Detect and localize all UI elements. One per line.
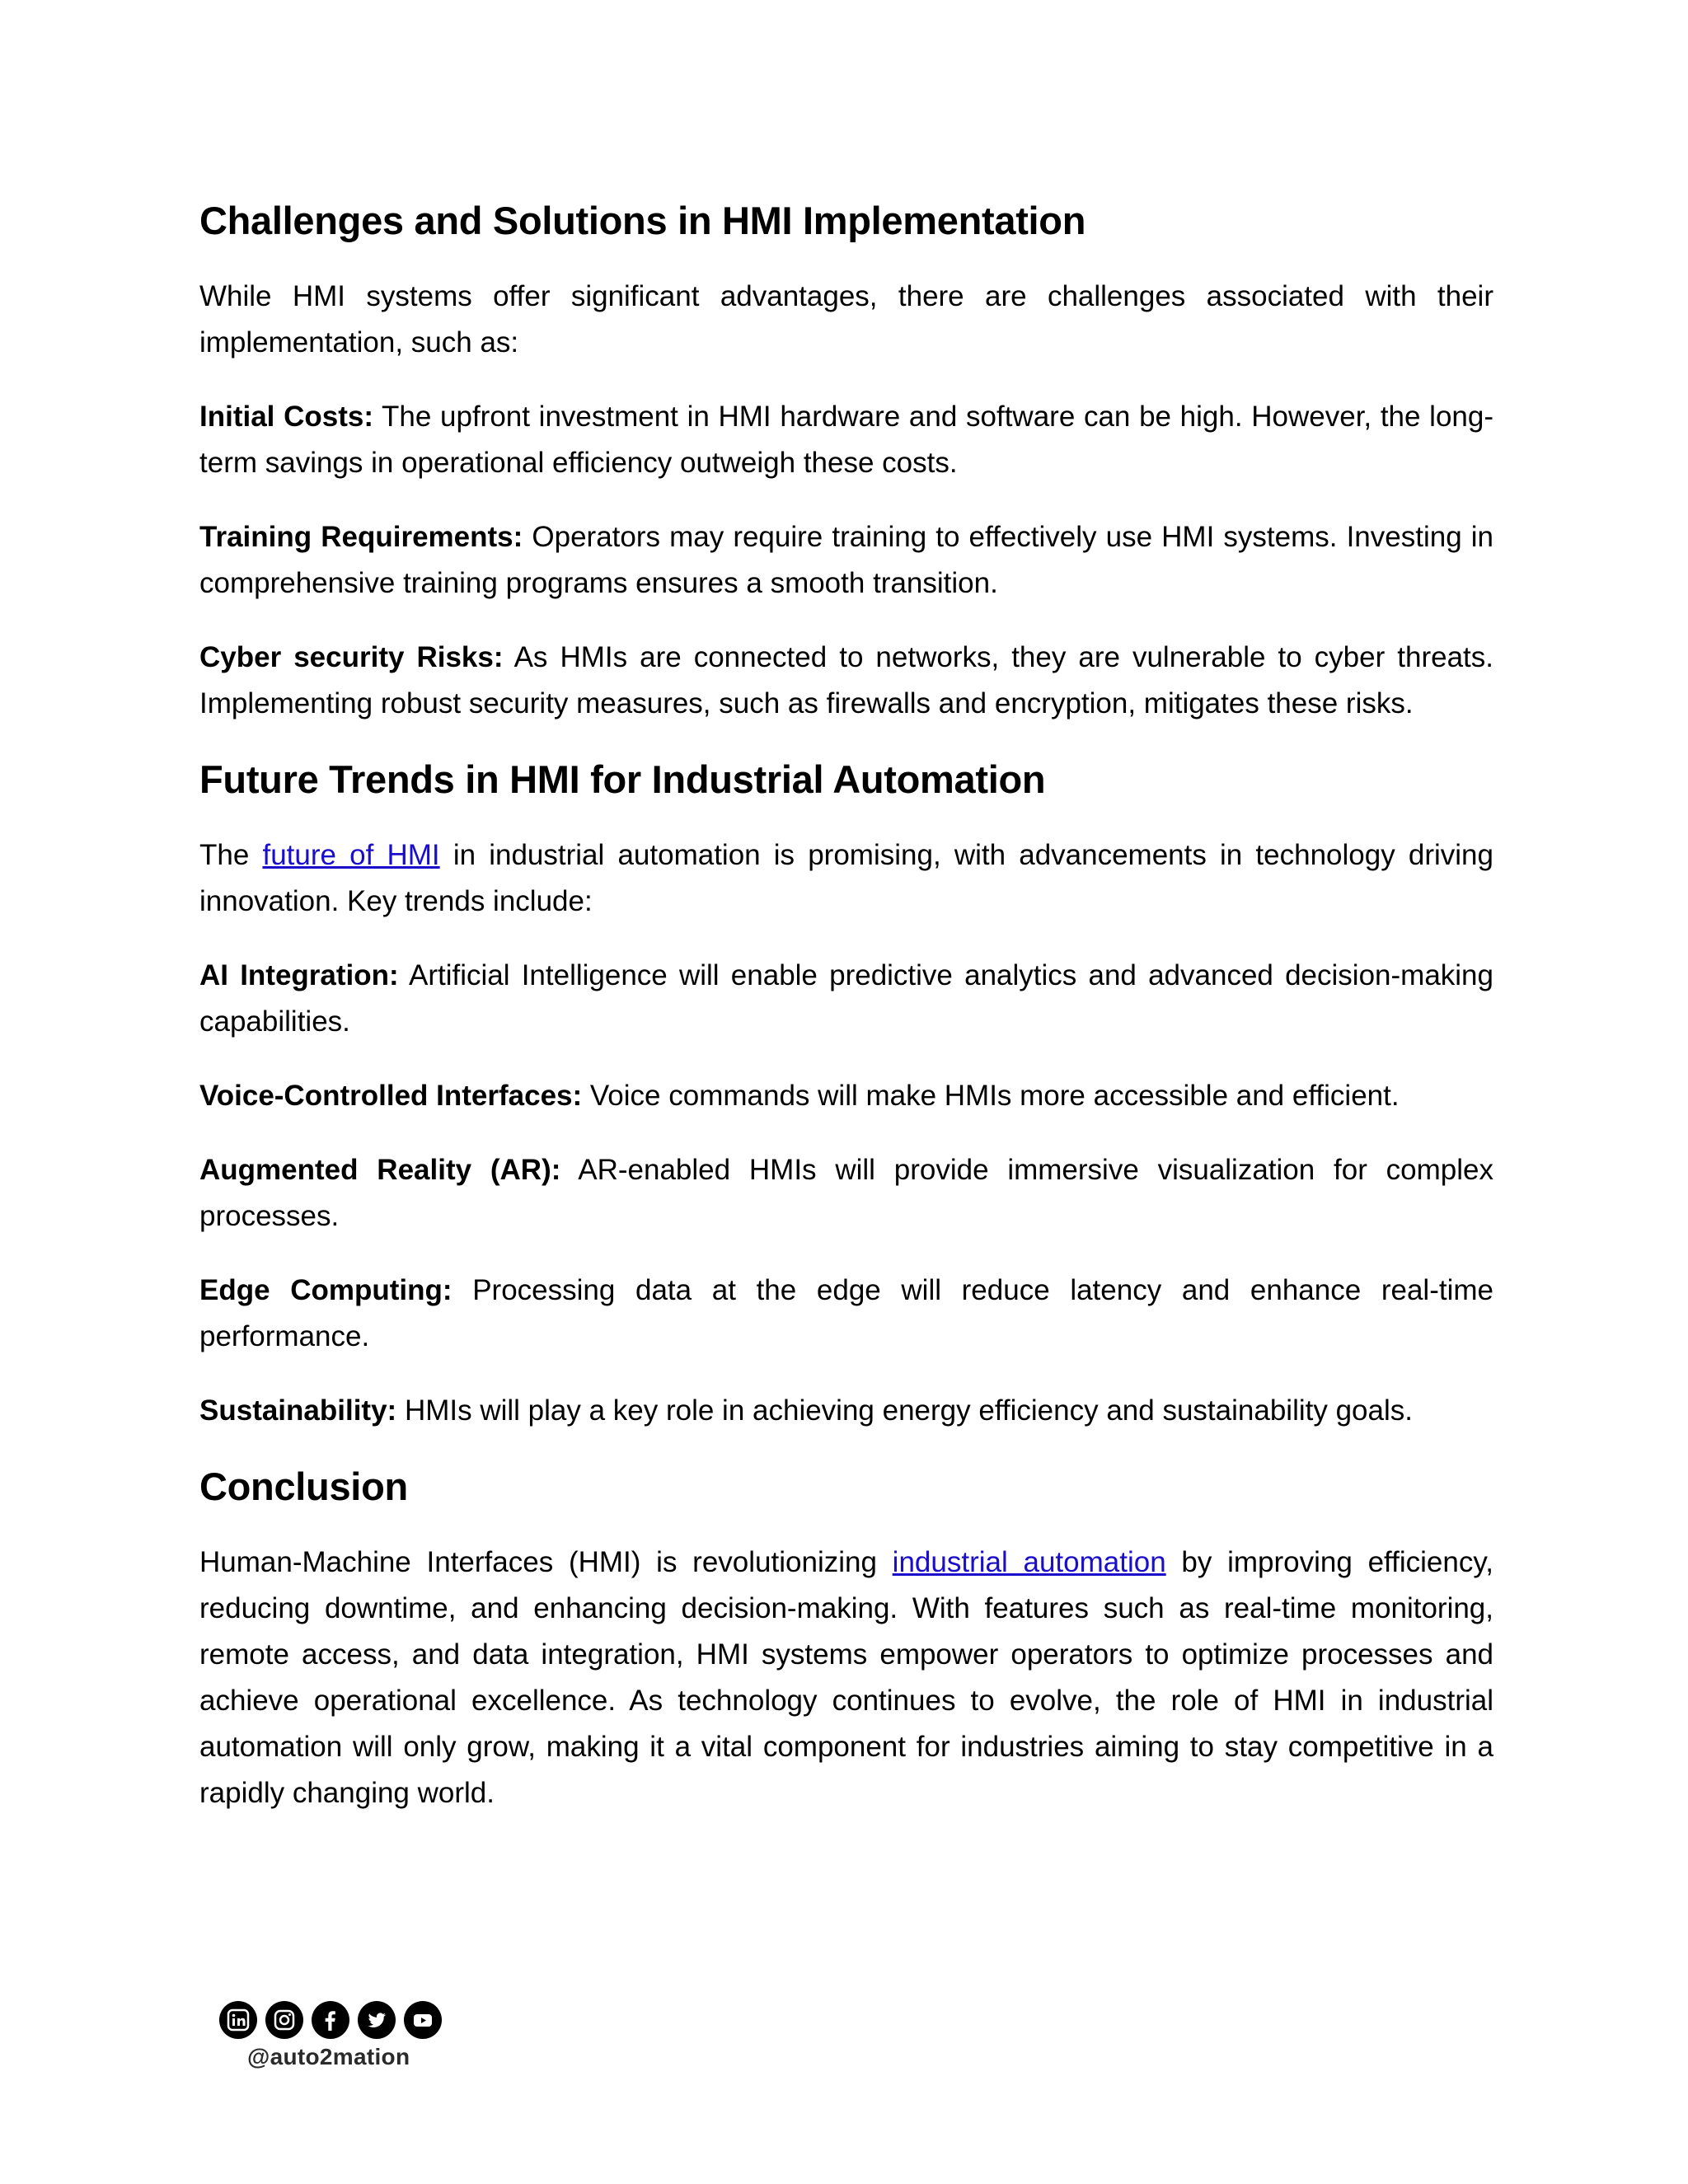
linkedin-icon[interactable] (219, 2001, 257, 2039)
challenges-heading: Challenges and Solutions in HMI Implementation (199, 199, 1086, 242)
trend-text: Processing data at the edge will reduce latency and enhance real-time performance. (199, 1274, 1493, 1352)
challenge-text: The upfront investment in HMI hardware and software can be high. However, the long-term savings in operational efficiency outweigh these costs. (199, 401, 1493, 479)
trends-heading: Future Trends in HMI for Industrial Automation (199, 757, 1046, 801)
challenge-term: Initial Costs: (199, 401, 373, 433)
trend-term: Augmented Reality (AR): (199, 1154, 561, 1186)
conclusion-text-before: Human-Machine Interfaces (HMI) is revolutionizing (199, 1546, 893, 1578)
trend-text: HMIs will play a key role in achieving energy efficiency and sustainability goals. (396, 1394, 1413, 1427)
social-footer (219, 2001, 458, 2070)
industrial-automation-link[interactable]: industrial automation (892, 1546, 1166, 1578)
challenge-term: Training Requirements: (199, 521, 523, 553)
future-of-hmi-link[interactable]: future of HMI (262, 839, 440, 871)
trend-item (199, 1388, 1493, 1434)
social-icons (219, 2001, 458, 2039)
conclusion-heading: Conclusion (199, 1465, 408, 1508)
challenges-intro: While HMI systems offer significant advantages, there are challenges associated with their implementation, such as: (199, 280, 1493, 359)
trends-intro (199, 832, 1493, 925)
trend-item (199, 953, 1493, 1045)
conclusion-text (199, 1540, 1493, 1816)
trend-term: Sustainability: (199, 1394, 397, 1427)
trend-term: Edge Computing: (199, 1274, 452, 1306)
conclusion-text-after: by improving efficiency, reducing downtime, and enhancing decision-making. With features such as real-time monitoring, remote access, and data integration, HMI systems empower operators to optimize processes and achieve operational excellence. As technology continues to evolve, the role of HMI in industrial automation will only grow, making it a vital component for industries aiming to stay competitive in a rapidly changing world. (199, 1546, 1493, 1809)
social-handle: @auto2mation (247, 2044, 410, 2069)
trend-text: AR-enabled HMIs will provide immersive visualization for complex processes. (199, 1154, 1493, 1232)
twitter-icon[interactable] (358, 2001, 396, 2039)
youtube-icon[interactable] (404, 2001, 442, 2039)
trends-intro-after: in industrial automation is promising, with advancements in technology driving innovation. Key trends include: (199, 839, 1493, 917)
challenge-item (199, 394, 1493, 486)
trend-term: AI Integration: (199, 959, 399, 991)
trend-item (199, 1073, 1493, 1119)
trend-text: Artificial Intelligence will enable predictive analytics and advanced decision-making capabilities. (199, 959, 1493, 1038)
challenge-text: As HMIs are connected to networks, they are vulnerable to cyber threats. Implementing robust security measures, such as firewalls and encryption, mitigates these risks. (199, 641, 1493, 719)
instagram-icon[interactable] (265, 2001, 303, 2039)
trend-term: Voice-Controlled Interfaces: (199, 1080, 583, 1112)
trend-item (199, 1147, 1493, 1240)
challenge-item (199, 635, 1493, 727)
challenge-term: Cyber security Risks: (199, 641, 504, 673)
document-page (199, 196, 1493, 1844)
trend-text: Voice commands will make HMIs more accessible and efficient. (582, 1080, 1400, 1112)
challenge-item (199, 514, 1493, 607)
challenge-text: Operators may require training to effectively use HMI systems. Investing in comprehensive training programs ensures a smooth transition. (199, 521, 1493, 599)
trend-item (199, 1268, 1493, 1360)
trends-intro-before: The (199, 839, 263, 871)
facebook-icon[interactable] (312, 2001, 349, 2039)
